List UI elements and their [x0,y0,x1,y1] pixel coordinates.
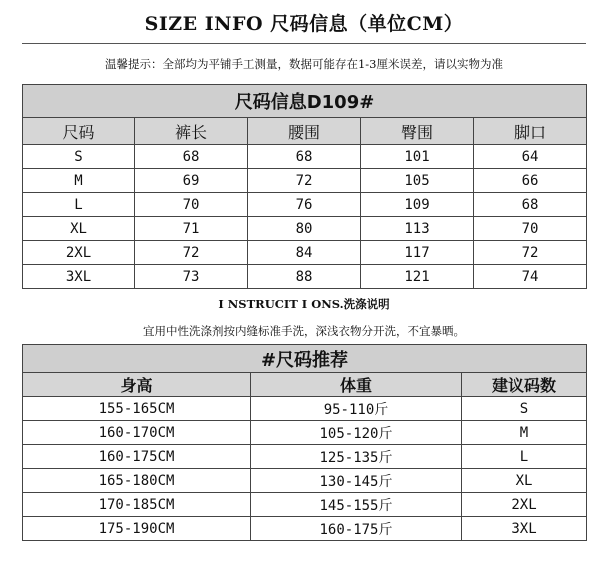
table-cell: 68 [474,193,587,217]
table-cell: 70 [135,193,248,217]
table-cell: S [462,397,587,421]
table-cell: XL [23,217,135,241]
table-cell: 155-165CM [23,397,251,421]
title-divider [22,43,586,44]
column-header: 体重 [251,373,462,397]
measurement-notice: 温馨提示：全部均为平铺手工测量，数据可能存在1-3厘米误差，请以实物为准 [104,57,503,71]
table-cell: 175-190CM [23,517,251,541]
size-table-caption: 尺码信息D109# [23,85,587,118]
table-cell: 88 [248,265,361,289]
table-row [23,265,587,289]
table-cell: 70 [474,217,587,241]
table-cell: 73 [135,265,248,289]
column-header: 建议码数 [462,373,587,397]
table-cell: S [23,145,135,169]
instructions-heading: I NSTRUCIT I ONS.洗涤说明 [218,297,390,311]
table-row [23,469,587,493]
table-cell: 3XL [23,265,135,289]
table-cell: 109 [361,193,474,217]
size-recommendation-table [22,344,587,541]
table-cell: L [462,445,587,469]
table-cell: 113 [361,217,474,241]
care-instructions: 宜用中性洗涤剂按内缝标准手洗，深浅衣物分开洗，不宜暴晒。 [143,324,465,338]
page-title: SIZE INFO 尺码信息（单位CM） [144,13,464,35]
table-cell: 145-155斤 [251,493,462,517]
table-cell: 74 [474,265,587,289]
table-cell: 71 [135,217,248,241]
table-cell: XL [462,469,587,493]
table-row [23,169,587,193]
table-cell: 165-180CM [23,469,251,493]
column-header: 脚口 [474,118,587,145]
table-row [23,397,587,421]
table-cell: M [462,421,587,445]
table-cell: 121 [361,265,474,289]
column-header: 身高 [23,373,251,397]
table-cell: 72 [135,241,248,265]
table-row [23,517,587,541]
table-cell: 84 [248,241,361,265]
table-row [23,145,587,169]
table-cell: 105 [361,169,474,193]
table-cell: 64 [474,145,587,169]
table-cell: 170-185CM [23,493,251,517]
table-cell: L [23,193,135,217]
table-cell: 105-120斤 [251,421,462,445]
table-cell: M [23,169,135,193]
table-cell: 2XL [462,493,587,517]
table-row [23,493,587,517]
size-info-table [22,84,587,289]
column-header: 臀围 [361,118,474,145]
table-cell: 160-175CM [23,445,251,469]
table-cell: 68 [248,145,361,169]
table-row [23,445,587,469]
table-cell: 72 [474,241,587,265]
table-cell: 117 [361,241,474,265]
column-header: 尺码 [23,118,135,145]
table-cell: 3XL [462,517,587,541]
table-cell: 130-145斤 [251,469,462,493]
table-row [23,217,587,241]
recommend-table-caption: #尺码推荐 [23,345,587,373]
table-row [23,421,587,445]
table-cell: 95-110斤 [251,397,462,421]
table-cell: 101 [361,145,474,169]
column-header: 裤长 [135,118,248,145]
table-cell: 72 [248,169,361,193]
table-cell: 80 [248,217,361,241]
table-cell: 68 [135,145,248,169]
table-cell: 2XL [23,241,135,265]
table-row [23,193,587,217]
table-cell: 69 [135,169,248,193]
table-cell: 66 [474,169,587,193]
column-header: 腰围 [248,118,361,145]
table-cell: 160-170CM [23,421,251,445]
table-cell: 160-175斤 [251,517,462,541]
table-cell: 125-135斤 [251,445,462,469]
table-row [23,241,587,265]
table-cell: 76 [248,193,361,217]
